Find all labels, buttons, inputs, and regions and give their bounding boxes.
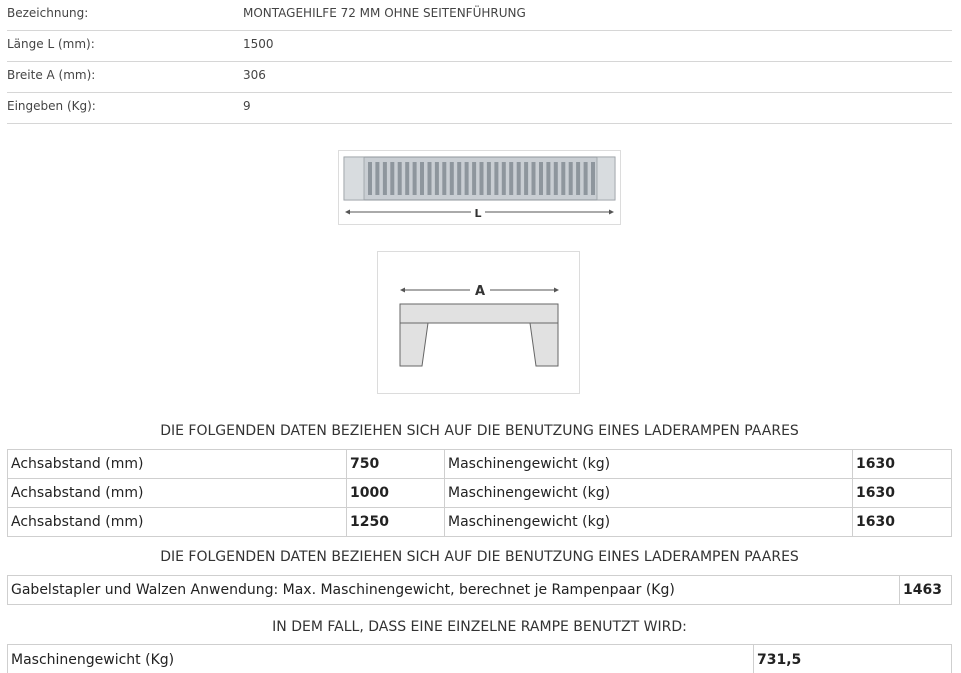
single-ramp-table xyxy=(7,644,952,673)
weight-label-cell: Maschinengewicht (kg) xyxy=(445,479,853,508)
table-row xyxy=(8,576,952,605)
ramp-slot xyxy=(554,162,558,195)
forklift-label-cell: Gabelstapler und Walzen Anwendung: Max. Maschinengewicht, berechnet je Rampenpaar (Kg) xyxy=(8,576,900,605)
spec-row-gewicht xyxy=(7,93,952,124)
ramp-slot xyxy=(413,162,417,195)
axle-label-cell: Achsabstand (mm) xyxy=(8,508,347,537)
section1-caption: DIE FOLGENDEN DATEN BEZIEHEN SICH AUF DIE BENUTZUNG EINES LADERAMPEN PAARES xyxy=(160,423,799,439)
spec-value: 306 xyxy=(243,68,266,82)
ramp-slot xyxy=(517,162,521,195)
ramp-slot xyxy=(375,162,379,195)
table-row xyxy=(8,645,952,673)
table-row xyxy=(8,479,952,508)
spec-label: Bezeichnung: xyxy=(7,6,89,20)
ramp-slot xyxy=(584,162,588,195)
axle-label-cell: Achsabstand (mm) xyxy=(8,450,347,479)
section2-caption: DIE FOLGENDEN DATEN BEZIEHEN SICH AUF DIE BENUTZUNG EINES LADERAMPEN PAARES xyxy=(160,549,799,565)
ramp-slot xyxy=(532,162,536,195)
ramp-slot xyxy=(428,162,432,195)
weight-value-cell: 1630 xyxy=(853,450,952,479)
spec-label: Breite A (mm): xyxy=(7,68,96,82)
length-label: L xyxy=(474,207,482,220)
axle-value-cell: 750 xyxy=(347,450,445,479)
ramp-slot xyxy=(509,162,513,195)
section3-caption: IN DEM FALL, DASS EINE EINZELNE RAMPE BENUTZT WIRD: xyxy=(272,619,687,635)
ramp-slot xyxy=(576,162,580,195)
ramp-cross-section-drawing xyxy=(378,252,579,393)
length-arrow-left xyxy=(345,210,350,215)
forklift-table xyxy=(7,575,952,605)
ramp-slot xyxy=(398,162,402,195)
width-arrow-left xyxy=(400,288,405,293)
axle-weight-table xyxy=(7,449,952,537)
ramp-slot xyxy=(480,162,484,195)
ramp-slot xyxy=(539,162,543,195)
ramp-slot xyxy=(487,162,491,195)
ramp-deck-section xyxy=(400,304,558,323)
width-arrow-right xyxy=(554,288,559,293)
axle-value-cell: 1250 xyxy=(347,508,445,537)
ramp-slot xyxy=(569,162,573,195)
ramp-slot xyxy=(405,162,409,195)
ramp-slot xyxy=(546,162,550,195)
weight-value-cell: 1630 xyxy=(853,479,952,508)
ramp-slot xyxy=(502,162,506,195)
spec-row-breite xyxy=(7,62,952,93)
ramp-slot xyxy=(368,162,372,195)
spec-row-bezeichnung xyxy=(7,0,952,31)
spec-value: 1500 xyxy=(243,37,274,51)
weight-label-cell: Maschinengewicht (kg) xyxy=(445,450,853,479)
ramp-slot xyxy=(561,162,565,195)
spec-value: MONTAGEHILFE 72 MM OHNE SEITENFÜHRUNG xyxy=(243,6,526,20)
table-row xyxy=(8,508,952,537)
ramp-side-wall-left xyxy=(400,323,428,366)
ramp-slot xyxy=(383,162,387,195)
forklift-value-cell: 1463 xyxy=(900,576,952,605)
weight-label-cell: Maschinengewicht (kg) xyxy=(445,508,853,537)
spec-label: Länge L (mm): xyxy=(7,37,95,51)
table-row xyxy=(8,450,952,479)
ramp-top-view-figure xyxy=(338,150,621,225)
axle-label-cell: Achsabstand (mm) xyxy=(8,479,347,508)
ramp-slot xyxy=(420,162,424,195)
ramp-slot xyxy=(524,162,528,195)
spec-label: Eingeben (Kg): xyxy=(7,99,96,113)
ramp-slot xyxy=(465,162,469,195)
ramp-cross-section-figure xyxy=(377,251,580,394)
ramp-slot xyxy=(435,162,439,195)
ramp-slot xyxy=(390,162,394,195)
ramp-slot xyxy=(591,162,595,195)
ramp-slot xyxy=(450,162,454,195)
width-label: A xyxy=(474,284,486,299)
length-arrow-right xyxy=(609,210,614,215)
spec-value: 9 xyxy=(243,99,251,113)
spec-list xyxy=(7,0,952,124)
spec-row-laenge xyxy=(7,31,952,62)
single-ramp-value-cell: 731,5 xyxy=(754,645,952,673)
ramp-slot xyxy=(472,162,476,195)
ramp-slot xyxy=(457,162,461,195)
ramp-top-view-drawing xyxy=(339,151,620,224)
ramp-end-plate-left xyxy=(344,157,364,200)
weight-value-cell: 1630 xyxy=(853,508,952,537)
ramp-end-plate-right xyxy=(597,157,615,200)
ramp-side-wall-right xyxy=(530,323,558,366)
axle-value-cell: 1000 xyxy=(347,479,445,508)
single-ramp-label-cell: Maschinengewicht (Kg) xyxy=(8,645,754,673)
ramp-slot xyxy=(494,162,498,195)
ramp-slot xyxy=(442,162,446,195)
